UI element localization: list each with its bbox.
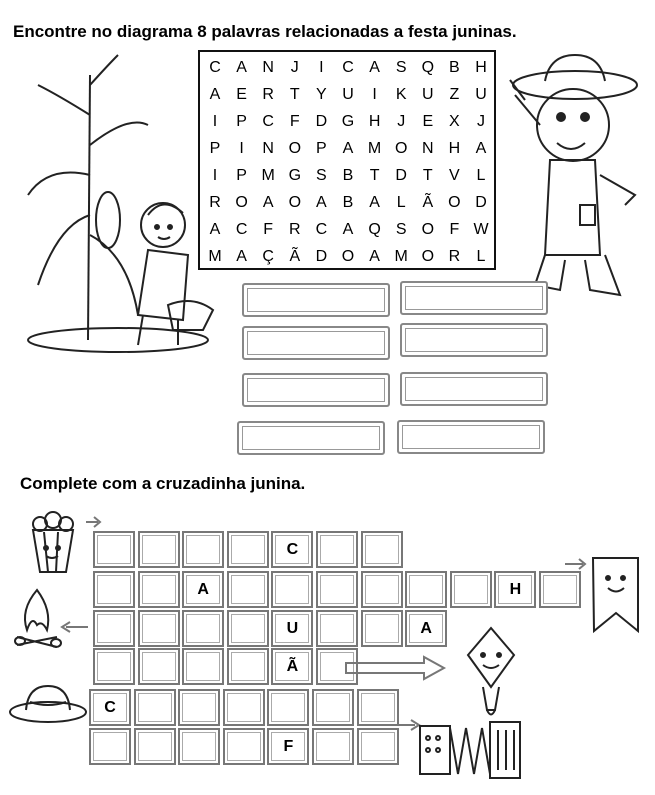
arrow-right-icon [86,515,104,534]
wordsearch-letter[interactable]: U [475,86,487,103]
wordsearch-letter[interactable]: M [367,140,382,157]
crossword-cell[interactable] [267,689,309,726]
crossword-cell[interactable]: H [494,571,536,608]
crossword-cell[interactable] [93,531,135,568]
answer-box[interactable] [400,281,548,315]
crossword-cell[interactable] [227,571,269,608]
wordsearch-letter[interactable]: A [475,140,487,157]
wordsearch-row [200,243,494,270]
wordsearch-letter[interactable]: P [236,113,247,130]
wordsearch-letter[interactable]: M [208,248,222,265]
wordsearch-instruction: Encontre no diagrama 8 palavras relacionadas a festa juninas. [13,22,517,41]
wordsearch-letter[interactable]: V [449,167,460,184]
wordsearch-letter[interactable]: G [288,167,302,184]
straw-hat-icon [8,682,88,731]
wordsearch-letter[interactable]: I [239,140,244,157]
crossword-instruction: Complete com a cruzadinha junina. [20,474,306,493]
wordsearch-letter[interactable]: R [289,221,301,238]
wordsearch-letter[interactable]: A [342,221,354,238]
crossword-cell[interactable] [182,610,224,647]
wordsearch-letter[interactable]: O [394,140,408,157]
crossword-cell[interactable] [138,571,180,608]
crossword-cell[interactable]: F [267,728,309,765]
answer-box[interactable] [400,372,548,406]
wordsearch-letter[interactable]: J [477,113,485,130]
crossword-cell[interactable] [138,610,180,647]
wordsearch-letter[interactable]: L [476,167,486,184]
wordsearch-letter[interactable]: A [236,59,247,76]
wordsearch-letter[interactable]: R [209,194,221,211]
wordsearch-letter[interactable]: S [316,167,327,184]
wordsearch-letter[interactable]: K [395,86,407,103]
wordsearch-letter[interactable]: Ã [289,248,301,265]
wordsearch-letter[interactable]: C [342,59,354,76]
crossword-cell[interactable] [93,648,135,685]
crossword-cell[interactable]: A [405,610,447,647]
crossword-cell[interactable] [316,610,358,647]
crossword-cell[interactable] [227,610,269,647]
crossword-cell[interactable] [316,571,358,608]
crossword-cell[interactable] [361,610,403,647]
crossword-cell[interactable] [138,648,180,685]
crossword-cell[interactable] [134,728,176,765]
wordsearch-letter[interactable]: O [288,194,302,211]
crossword-cell[interactable] [138,531,180,568]
answer-box[interactable] [400,323,548,357]
wordsearch-letter[interactable]: U [422,86,434,103]
wordsearch-letter[interactable]: A [209,221,221,238]
wordsearch-letter[interactable]: F [263,221,274,238]
wordsearch-letter[interactable]: D [315,248,328,265]
bonfire-icon [12,585,62,668]
crossword-cell[interactable] [227,531,269,568]
wordsearch-letter[interactable]: Z [449,86,460,103]
corn-boy-illustration [18,55,218,360]
arrow-left-icon [565,557,589,576]
crossword-cell[interactable]: Ã [271,648,313,685]
wordsearch-letter[interactable]: T [422,167,433,184]
wordsearch-letter[interactable]: D [395,167,407,184]
wordsearch-letter[interactable]: H [475,59,487,76]
wordsearch-row [200,189,494,216]
wordsearch-letter[interactable]: N [262,140,274,157]
wordsearch-letter[interactable]: O [448,194,461,211]
wordsearch-letter[interactable]: F [449,221,460,238]
crossword-cell[interactable] [178,689,220,726]
crossword-cell[interactable] [93,571,135,608]
wordsearch-letter[interactable]: Y [316,86,327,103]
crossword-cell[interactable] [227,648,269,685]
wordsearch-letter[interactable]: B [342,167,354,184]
wordsearch-letter[interactable]: Q [368,221,381,238]
crossword-cell[interactable] [223,728,265,765]
wordsearch-letter[interactable]: C [209,59,221,76]
wordsearch-letter[interactable]: R [448,248,461,265]
crossword-cell[interactable] [182,531,224,568]
arrow-left-icon [60,620,88,639]
wordsearch-row [200,81,494,108]
wordsearch-letter[interactable]: J [290,59,299,76]
arrow-right-icon [346,655,446,686]
crossword-cell[interactable]: A [182,571,224,608]
wordsearch-letter[interactable]: O [288,140,302,157]
answer-box[interactable] [397,420,545,454]
wordsearch-letter[interactable]: S [395,59,407,76]
answer-box[interactable] [242,373,390,407]
wordsearch-letter[interactable]: Ç [262,248,274,265]
crossword-cell[interactable] [539,571,581,608]
crossword-cell[interactable] [93,610,135,647]
wordsearch-letter[interactable]: I [212,113,218,130]
wordsearch-letter[interactable]: O [341,248,355,265]
wordsearch-letter[interactable]: J [397,113,406,130]
wordsearch-grid [198,50,496,270]
wordsearch-letter[interactable]: A [236,248,247,265]
crossword-cell[interactable] [271,571,313,608]
crossword-cell[interactable] [312,728,354,765]
answer-box[interactable] [237,421,385,455]
wordsearch-letter[interactable]: D [315,113,328,130]
wordsearch-letter[interactable]: L [476,248,486,265]
crossword-cell[interactable] [361,531,403,568]
wordsearch-letter[interactable]: W [473,221,489,238]
wordsearch-letter[interactable]: I [212,167,218,184]
wordsearch-row [200,135,494,162]
wordsearch-row [200,108,494,135]
wordsearch-letter[interactable]: H [448,140,461,157]
crossword-cell[interactable] [316,531,358,568]
wordsearch-letter[interactable]: R [262,86,274,103]
balloon-icon [465,625,517,725]
accordion-icon [418,718,524,787]
wordsearch-letter[interactable]: P [209,140,221,157]
wordsearch-letter[interactable]: P [316,140,327,157]
wordsearch-letter[interactable]: I [372,86,377,103]
wordsearch-letter[interactable]: A [209,86,221,103]
wordsearch-letter[interactable]: S [395,221,407,238]
answer-box[interactable] [242,283,390,317]
wordsearch-letter[interactable]: M [394,248,408,265]
wordsearch-letter[interactable]: E [236,86,247,103]
wordsearch-letter[interactable]: A [369,194,380,211]
wordsearch-letter[interactable]: T [289,86,300,103]
wordsearch-letter[interactable]: A [369,248,380,265]
wordsearch-letter[interactable]: U [342,86,354,103]
crossword-cell[interactable] [450,571,492,608]
wordsearch-letter[interactable]: Ã [422,194,434,211]
answer-box[interactable] [242,326,390,360]
wordsearch-letter[interactable]: A [369,59,380,76]
wordsearch-letter[interactable]: D [475,194,487,211]
wordsearch-letter[interactable]: A [316,194,327,211]
wordsearch-letter[interactable]: N [422,140,434,157]
wordsearch-letter[interactable]: O [421,221,435,238]
crossword-cell[interactable] [182,648,224,685]
caipira-boy-illustration [505,55,645,305]
crossword-cell[interactable]: U [271,610,313,647]
wordsearch-letter[interactable]: G [341,113,355,130]
wordsearch-row [200,162,494,189]
wordsearch-letter[interactable]: C [262,113,274,130]
wordsearch-letter[interactable]: O [421,248,435,265]
wordsearch-letter[interactable]: M [261,167,275,184]
wordsearch-letter[interactable]: N [262,59,274,76]
crossword-cell[interactable] [312,689,354,726]
flag-icon [588,553,643,638]
wordsearch-letter[interactable]: A [342,140,354,157]
wordsearch-letter[interactable]: Q [421,59,435,76]
wordsearch-letter[interactable]: F [289,113,300,130]
crossword-cell[interactable] [134,689,176,726]
crossword-cell[interactable] [361,571,403,608]
crossword-cell[interactable] [89,728,131,765]
popcorn-icon [28,512,78,579]
wordsearch-letter[interactable]: T [369,167,380,184]
crossword-cell[interactable]: C [271,531,313,568]
wordsearch-letter[interactable]: X [449,113,460,130]
wordsearch-letter[interactable]: I [319,59,324,76]
wordsearch-letter[interactable]: P [236,167,247,184]
crossword-cell[interactable] [405,571,447,608]
wordsearch-letter[interactable]: B [342,194,354,211]
crossword-cell[interactable] [223,689,265,726]
wordsearch-letter[interactable]: O [235,194,248,211]
wordsearch-row [200,216,494,243]
wordsearch-letter[interactable]: L [396,194,406,211]
wordsearch-letter[interactable]: E [422,113,434,130]
wordsearch-letter[interactable]: C [235,221,248,238]
wordsearch-letter[interactable]: A [262,194,274,211]
crossword-cell[interactable]: C [89,689,131,726]
wordsearch-letter[interactable]: B [449,59,460,76]
wordsearch-row [200,54,494,81]
arrow-right-icon [393,718,421,737]
crossword-cell[interactable] [178,728,220,765]
wordsearch-letter[interactable]: H [368,113,381,130]
wordsearch-letter[interactable]: C [315,221,328,238]
